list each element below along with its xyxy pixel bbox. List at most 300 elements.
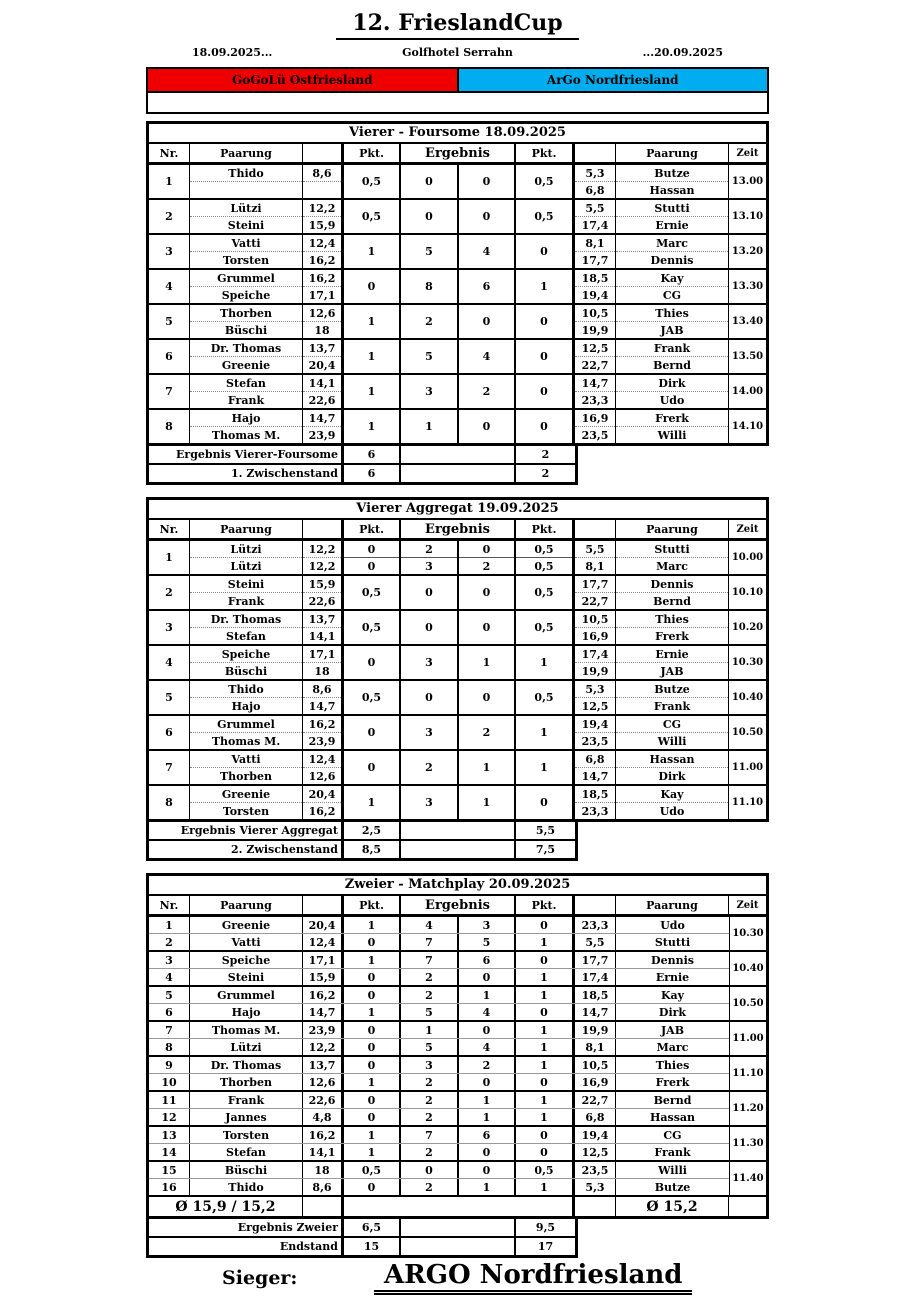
player-name-left: [190, 270, 303, 303]
footer-label: Ergebnis Vierer-Foursome: [149, 446, 344, 463]
handicap-left: 4,8: [303, 1109, 344, 1125]
table-title: Vierer Aggregat 19.09.2025: [149, 500, 766, 520]
player-name-right-top: Dennis: [616, 576, 728, 593]
col-header-pkt-right: Pkt.: [516, 144, 575, 162]
handicap-right-bottom: 22,7: [581, 358, 609, 372]
points-right: 0: [516, 410, 575, 443]
match-number: 6: [149, 1004, 190, 1020]
player-name-right: [616, 375, 729, 408]
player-name-left-bottom: Torsten: [222, 253, 270, 267]
handicap-right: 12,5: [575, 1144, 616, 1160]
footer-row: [149, 822, 575, 841]
player-name-left-bottom: Thomas M.: [211, 734, 281, 748]
player-name-right: Frerk: [655, 1075, 690, 1089]
tee-time: 10.10: [731, 587, 764, 598]
player-name-right: Ernie: [655, 970, 690, 984]
player-name-right: [616, 541, 729, 574]
average-handicap-left: Ø 15,9 / 15,2: [149, 1197, 303, 1216]
result-remaining-cell-top: 0: [459, 541, 514, 558]
handicap-right: [575, 305, 616, 338]
handicap-left-top: 12,2: [303, 200, 341, 217]
tee-time: 14.00: [731, 386, 764, 397]
match-number: 7: [149, 1022, 190, 1038]
match-number: 9: [149, 1057, 190, 1073]
col-header-zeit: Zeit: [736, 523, 759, 535]
points-right: 0: [516, 235, 575, 268]
player-name-right: [616, 270, 729, 303]
col-header-pkt-right: Pkt.: [516, 520, 575, 538]
handicap-right: [575, 786, 616, 819]
points-left: 1: [344, 952, 401, 968]
player-row: [149, 1127, 729, 1144]
handicap-left: [303, 375, 344, 408]
handicap-right-bottom: 19,9: [581, 323, 609, 337]
handicap-left-top: 8,6: [303, 165, 341, 182]
points-left: 0: [344, 646, 401, 679]
header-section: [146, 10, 769, 40]
player-name-left: Stefan: [190, 1144, 303, 1160]
points-left: 1: [344, 917, 401, 933]
player-name-left: Steini: [190, 969, 303, 985]
player-name-left: Büschi: [190, 1162, 303, 1178]
handicap-left: [303, 786, 344, 819]
table-title: Zweier - Matchplay 20.09.2025: [149, 876, 766, 896]
player-name-right-top: Kay: [616, 786, 728, 803]
points-left: 1: [344, 1144, 401, 1160]
player-name-right: [616, 786, 729, 819]
handicap-right-top: 5,3: [575, 165, 615, 182]
player-name-right: Frank: [654, 1145, 691, 1159]
handicap-left-bottom: 23,9: [308, 734, 336, 748]
player-name-left-top: Grummel: [190, 270, 302, 287]
player-name-right-bottom: JAB: [660, 664, 684, 678]
result-remaining-cell: 2: [459, 375, 516, 408]
handicap-left: [303, 716, 344, 749]
handicap-left: [303, 270, 344, 303]
handicap-left-bottom: 18: [314, 323, 330, 337]
player-name-left-bottom: [190, 182, 302, 198]
footer-points-left: 2,5: [344, 822, 401, 839]
handicap-right-top: 6,8: [575, 751, 615, 768]
points-right: 1: [516, 1179, 575, 1195]
pair-block: [149, 952, 766, 987]
handicap-right: 19,4: [575, 1127, 616, 1143]
handicap-left-top: 13,7: [303, 611, 341, 628]
player-name-right-bottom: Frank: [653, 699, 691, 713]
handicap-right: 8,1: [575, 1039, 616, 1055]
match-number: 16: [149, 1179, 190, 1195]
match-number: 7: [149, 375, 190, 408]
match-row: [149, 375, 766, 410]
player-name-left-bottom: Thorben: [219, 769, 272, 783]
handicap-left-bottom: 17,1: [308, 288, 336, 302]
points-left: 0,5: [344, 1162, 401, 1178]
player-name-left: [190, 305, 303, 338]
player-name-right-bottom: Frerk: [655, 629, 689, 643]
footer-spacer: [401, 1219, 516, 1236]
footer-points-left: 8,5: [344, 841, 401, 858]
handicap-left-top: 17,1: [303, 646, 341, 663]
pair-rows: [149, 1022, 729, 1055]
handicap-left: [303, 681, 344, 714]
result-up-cell: 2: [401, 987, 459, 1003]
result-up-cell: 7: [401, 1127, 459, 1143]
player-name-right-bottom: Hassan: [649, 183, 695, 197]
player-name-left: [190, 786, 303, 819]
handicap-left-top: 8,6: [303, 681, 341, 698]
end-date: ...20.09.2025: [642, 46, 723, 59]
player-name-left-top: Thido: [190, 681, 302, 698]
pair-rows: [149, 1127, 729, 1160]
player-name-left-bottom: Hajo: [231, 699, 261, 713]
handicap-left: 12,4: [303, 934, 344, 950]
player-name-left-top: Dr. Thomas: [190, 340, 302, 357]
result-up-cell: 2: [401, 1109, 459, 1125]
handicap-left: 16,2: [303, 1127, 344, 1143]
table-title: Vierer - Foursome 18.09.2025: [149, 124, 766, 144]
handicap-left: [303, 340, 344, 373]
tee-time: 13.30: [731, 281, 764, 292]
result-remaining-cell: 1: [459, 1092, 516, 1108]
result-up-cell: 0: [401, 165, 459, 198]
match-number: 4: [149, 646, 190, 679]
player-name-right-top: Frerk: [616, 410, 728, 427]
result-up-cell: 5: [401, 1004, 459, 1020]
player-name-right: [616, 340, 729, 373]
player-name-right-bottom: Marc: [656, 559, 688, 573]
match-number: 15: [149, 1162, 190, 1178]
team-banner-row: [148, 69, 767, 93]
result-remaining-cell: 0: [459, 681, 516, 714]
points-left: 0: [344, 716, 401, 749]
points-left: 0: [344, 1039, 401, 1055]
player-row: [149, 1022, 729, 1039]
player-name-left-bottom: Speiche: [221, 288, 271, 302]
player-name-right-top: Thies: [616, 611, 728, 628]
team-banner: [146, 67, 769, 114]
handicap-left: [303, 541, 344, 574]
result-remaining-cell: 6: [459, 952, 516, 968]
result-remaining-cell: 1: [459, 646, 516, 679]
handicap-left-top: 12,4: [303, 235, 341, 252]
points-right: 0: [516, 375, 575, 408]
handicap-left: 12,2: [303, 1039, 344, 1055]
handicap-right-top: 10,5: [575, 305, 615, 322]
player-name-left-bottom: Stefan: [226, 629, 266, 643]
player-name-left-top: Grummel: [190, 716, 302, 733]
tee-time: 10.30: [731, 657, 764, 668]
points-left: [344, 541, 401, 574]
pair-block: [149, 987, 766, 1022]
col-header-nr: Nr.: [149, 896, 190, 914]
handicap-right: [575, 751, 616, 784]
player-name-right: Bernd: [653, 1093, 692, 1107]
player-name-right: [616, 235, 729, 268]
player-name-left: [190, 375, 303, 408]
col-header-hcp-left: [303, 896, 344, 914]
player-name-left-top: Hajo: [190, 410, 302, 427]
match-row: [149, 165, 766, 200]
points-left: 1: [344, 1074, 401, 1090]
footer-label: Endstand: [149, 1238, 344, 1255]
tee-time: 13.40: [731, 316, 764, 327]
handicap-left-bottom: 14,1: [308, 629, 336, 643]
player-row: [149, 1074, 729, 1090]
player-name-left: Speiche: [190, 952, 303, 968]
col-header-pairing-left: Paarung: [190, 896, 303, 914]
handicap-right: 5,5: [575, 934, 616, 950]
player-name-right-top: Hassan: [616, 751, 728, 768]
winner-row: [146, 1261, 769, 1295]
player-name-right: CG: [663, 1128, 682, 1142]
handicap-right: [575, 375, 616, 408]
player-name-right: [616, 611, 729, 644]
handicap-right-top: 5,3: [575, 681, 615, 698]
match-number: 12: [149, 1109, 190, 1125]
avg-spacer-zeit: [729, 1197, 766, 1216]
result-up-cell: 7: [401, 952, 459, 968]
player-name-right-bottom: Ernie: [655, 218, 689, 232]
points-left: 0: [344, 1179, 401, 1195]
result-remaining-cell: 2: [459, 716, 516, 749]
player-name-right-bottom: Bernd: [653, 594, 691, 608]
handicap-right-top: 18,5: [575, 270, 615, 287]
pair-rows: [149, 987, 729, 1020]
points-left: 0: [344, 1092, 401, 1108]
match-number: 14: [149, 1144, 190, 1160]
result-remaining-cell: 0: [459, 969, 516, 985]
match-number: 6: [149, 340, 190, 373]
handicap-left-top: 16,2: [303, 716, 341, 733]
handicap-right: [575, 716, 616, 749]
player-name-right-top: Butze: [616, 165, 728, 182]
handicap-right-bottom: 23,3: [581, 804, 609, 818]
handicap-right: [575, 681, 616, 714]
player-name-left-top: Thido: [190, 165, 302, 182]
handicap-right: 19,9: [575, 1022, 616, 1038]
result-up-cell: 3: [401, 1057, 459, 1073]
player-row: [149, 917, 729, 934]
match-number: 13: [149, 1127, 190, 1143]
tee-time: 11.20: [729, 1092, 766, 1125]
points-left: 0: [344, 751, 401, 784]
col-header-nr: Nr.: [149, 144, 190, 162]
footer-points-right: 9,5: [535, 1221, 556, 1234]
handicap-right: 17,4: [575, 969, 616, 985]
footer-spacer: [401, 1238, 516, 1255]
points-left: 0: [344, 1057, 401, 1073]
footer-spacer: [401, 465, 516, 482]
footer-row: [149, 841, 575, 858]
winner-name: ARGO Nordfriesland: [374, 1261, 692, 1295]
points-right: 1: [516, 716, 575, 749]
match-number: 1: [149, 165, 190, 198]
points-left: 0,5: [344, 681, 401, 714]
points-right: 0: [516, 1144, 575, 1160]
banner-empty-row: [148, 93, 767, 112]
player-row: [149, 1092, 729, 1109]
col-header-hcp-right: [575, 144, 616, 162]
handicap-left-top: 12,6: [303, 305, 341, 322]
table-footer: [146, 822, 578, 861]
result-up-cell: 2: [401, 1092, 459, 1108]
result-remaining-cell: 4: [459, 1039, 516, 1055]
footer-points-right: 7,5: [535, 843, 556, 856]
match-row: [149, 681, 766, 716]
result-remaining-cell: 0: [459, 1144, 516, 1160]
result-remaining-cell: 4: [459, 1004, 516, 1020]
player-name-left-top: Dr. Thomas: [190, 611, 302, 628]
player-name-right: Willi: [658, 1163, 687, 1177]
player-row: [149, 1144, 729, 1160]
player-name-right-bottom: Willi: [657, 428, 687, 442]
result-up-cell: 3: [401, 716, 459, 749]
handicap-left: 16,2: [303, 987, 344, 1003]
match-row: [149, 541, 766, 576]
handicap-right: 22,7: [575, 1092, 616, 1108]
footer-points-left: 6,5: [344, 1219, 401, 1236]
handicap-left-top: 12,4: [303, 751, 341, 768]
handicap-left: [303, 235, 344, 268]
player-name-right: [616, 716, 729, 749]
player-name-right: [616, 646, 729, 679]
player-name-right: [616, 305, 729, 338]
footer-points-left: 6: [344, 446, 401, 463]
col-header-hcp-right: [575, 520, 616, 538]
result-remaining-cell: 1: [459, 987, 516, 1003]
player-name-left-top: Lützi: [190, 200, 302, 217]
player-name-left-bottom: Büschi: [224, 664, 268, 678]
handicap-right: 14,7: [575, 1004, 616, 1020]
result-remaining-cell: 0: [459, 410, 516, 443]
player-name-left: Hajo: [190, 1004, 303, 1020]
points-left: 1: [344, 1127, 401, 1143]
player-name-left-bottom: Thomas M.: [211, 428, 281, 442]
player-name-left: Thido: [190, 1179, 303, 1195]
result-up-cell: 2: [401, 969, 459, 985]
pair-rows: [149, 1092, 729, 1125]
pair-block: [149, 1057, 766, 1092]
winner-wrap: [297, 1261, 769, 1295]
handicap-left-top: 12,2: [303, 541, 341, 558]
points-right: 1: [516, 934, 575, 950]
player-name-left: Greenie: [190, 917, 303, 933]
points-right: 1: [516, 1057, 575, 1073]
result-up-cell: 2: [401, 751, 459, 784]
player-name-right-top: Kay: [616, 270, 728, 287]
footer-spacer: [401, 446, 516, 463]
points-left: 1: [344, 375, 401, 408]
handicap-left: [303, 611, 344, 644]
match-row: [149, 340, 766, 375]
result-remaining-cell-bottom: 2: [482, 559, 491, 573]
handicap-left: [303, 165, 344, 198]
handicap-right: [575, 410, 616, 443]
points-right: 1: [516, 270, 575, 303]
handicap-left-bottom: 16,2: [308, 253, 336, 267]
handicap-left: 22,6: [303, 1092, 344, 1108]
result-up-cell: 5: [401, 235, 459, 268]
points-right: 1: [516, 1022, 575, 1038]
points-right: 1: [516, 751, 575, 784]
footer-label: 1. Zwischenstand: [149, 465, 344, 482]
player-name-right: Dirk: [658, 1005, 687, 1019]
handicap-left-bottom: 22,6: [308, 594, 336, 608]
pair-block: [149, 1022, 766, 1057]
points-right: 1: [516, 987, 575, 1003]
footer-points-left: 6: [344, 465, 401, 482]
points-left: 1: [344, 340, 401, 373]
player-name-right: Udo: [660, 918, 685, 932]
handicap-right-bottom: 14,7: [581, 769, 609, 783]
handicap-left: [303, 410, 344, 443]
handicap-right-bottom: 22,7: [581, 594, 609, 608]
pair-rows: [149, 917, 729, 950]
handicap-right: [575, 165, 616, 198]
player-name-right-top: CG: [616, 716, 728, 733]
pair-block: [149, 1092, 766, 1127]
result-up-cell-top: 2: [401, 541, 457, 558]
team-left-name: GoGoLü Ostfriesland: [148, 69, 459, 91]
table-main: [146, 873, 769, 1219]
table-header-row: [149, 896, 766, 917]
player-name-right-bottom: Dirk: [658, 769, 686, 783]
handicap-left-top: 14,7: [303, 410, 341, 427]
player-name-left-top: Steini: [190, 576, 302, 593]
col-header-pairing-right: Paarung: [616, 520, 729, 538]
player-row: [149, 1162, 729, 1179]
player-name-right-top: Stutti: [616, 200, 728, 217]
handicap-right-bottom: 6,8: [585, 183, 605, 197]
handicap-right: 6,8: [575, 1109, 616, 1125]
player-name-right-bottom: Dennis: [650, 253, 694, 267]
handicap-right-bottom: 16,9: [581, 629, 609, 643]
points-right: 1: [516, 969, 575, 985]
points-right: 0: [516, 1074, 575, 1090]
match-row: [149, 786, 766, 819]
points-right: 0: [516, 305, 575, 338]
match-number: 1: [149, 541, 190, 574]
player-row: [149, 1039, 729, 1055]
points-left: 1: [344, 786, 401, 819]
points-right: 0: [516, 340, 575, 373]
footer-spacer: [401, 822, 516, 839]
points-left-top: 0: [344, 541, 399, 558]
player-name-left: [190, 200, 303, 233]
player-name-left-top: Stefan: [190, 375, 302, 392]
tee-time: 10.50: [729, 987, 766, 1020]
venue: Golfhotel Serrahn: [402, 46, 513, 59]
tee-time: 11.10: [731, 797, 764, 808]
handicap-left-top: 14,1: [303, 375, 341, 392]
points-left: 1: [344, 1004, 401, 1020]
points-right-top: 0,5: [516, 541, 572, 558]
col-header-pkt-left: Pkt.: [344, 520, 401, 538]
handicap-right: [575, 541, 616, 574]
player-name-right: [616, 681, 729, 714]
handicap-left-bottom: 14,7: [308, 699, 336, 713]
player-name-right-bottom: Bernd: [653, 358, 691, 372]
result-up-cell: 3: [401, 646, 459, 679]
match-number: 10: [149, 1074, 190, 1090]
handicap-right: [575, 235, 616, 268]
col-header-zeit: Zeit: [736, 147, 759, 159]
points-right: [516, 541, 575, 574]
player-row: [149, 987, 729, 1004]
handicap-right-top: 17,7: [575, 576, 615, 593]
player-name-right-bottom: Udo: [659, 804, 685, 818]
handicap-left: 20,4: [303, 917, 344, 933]
